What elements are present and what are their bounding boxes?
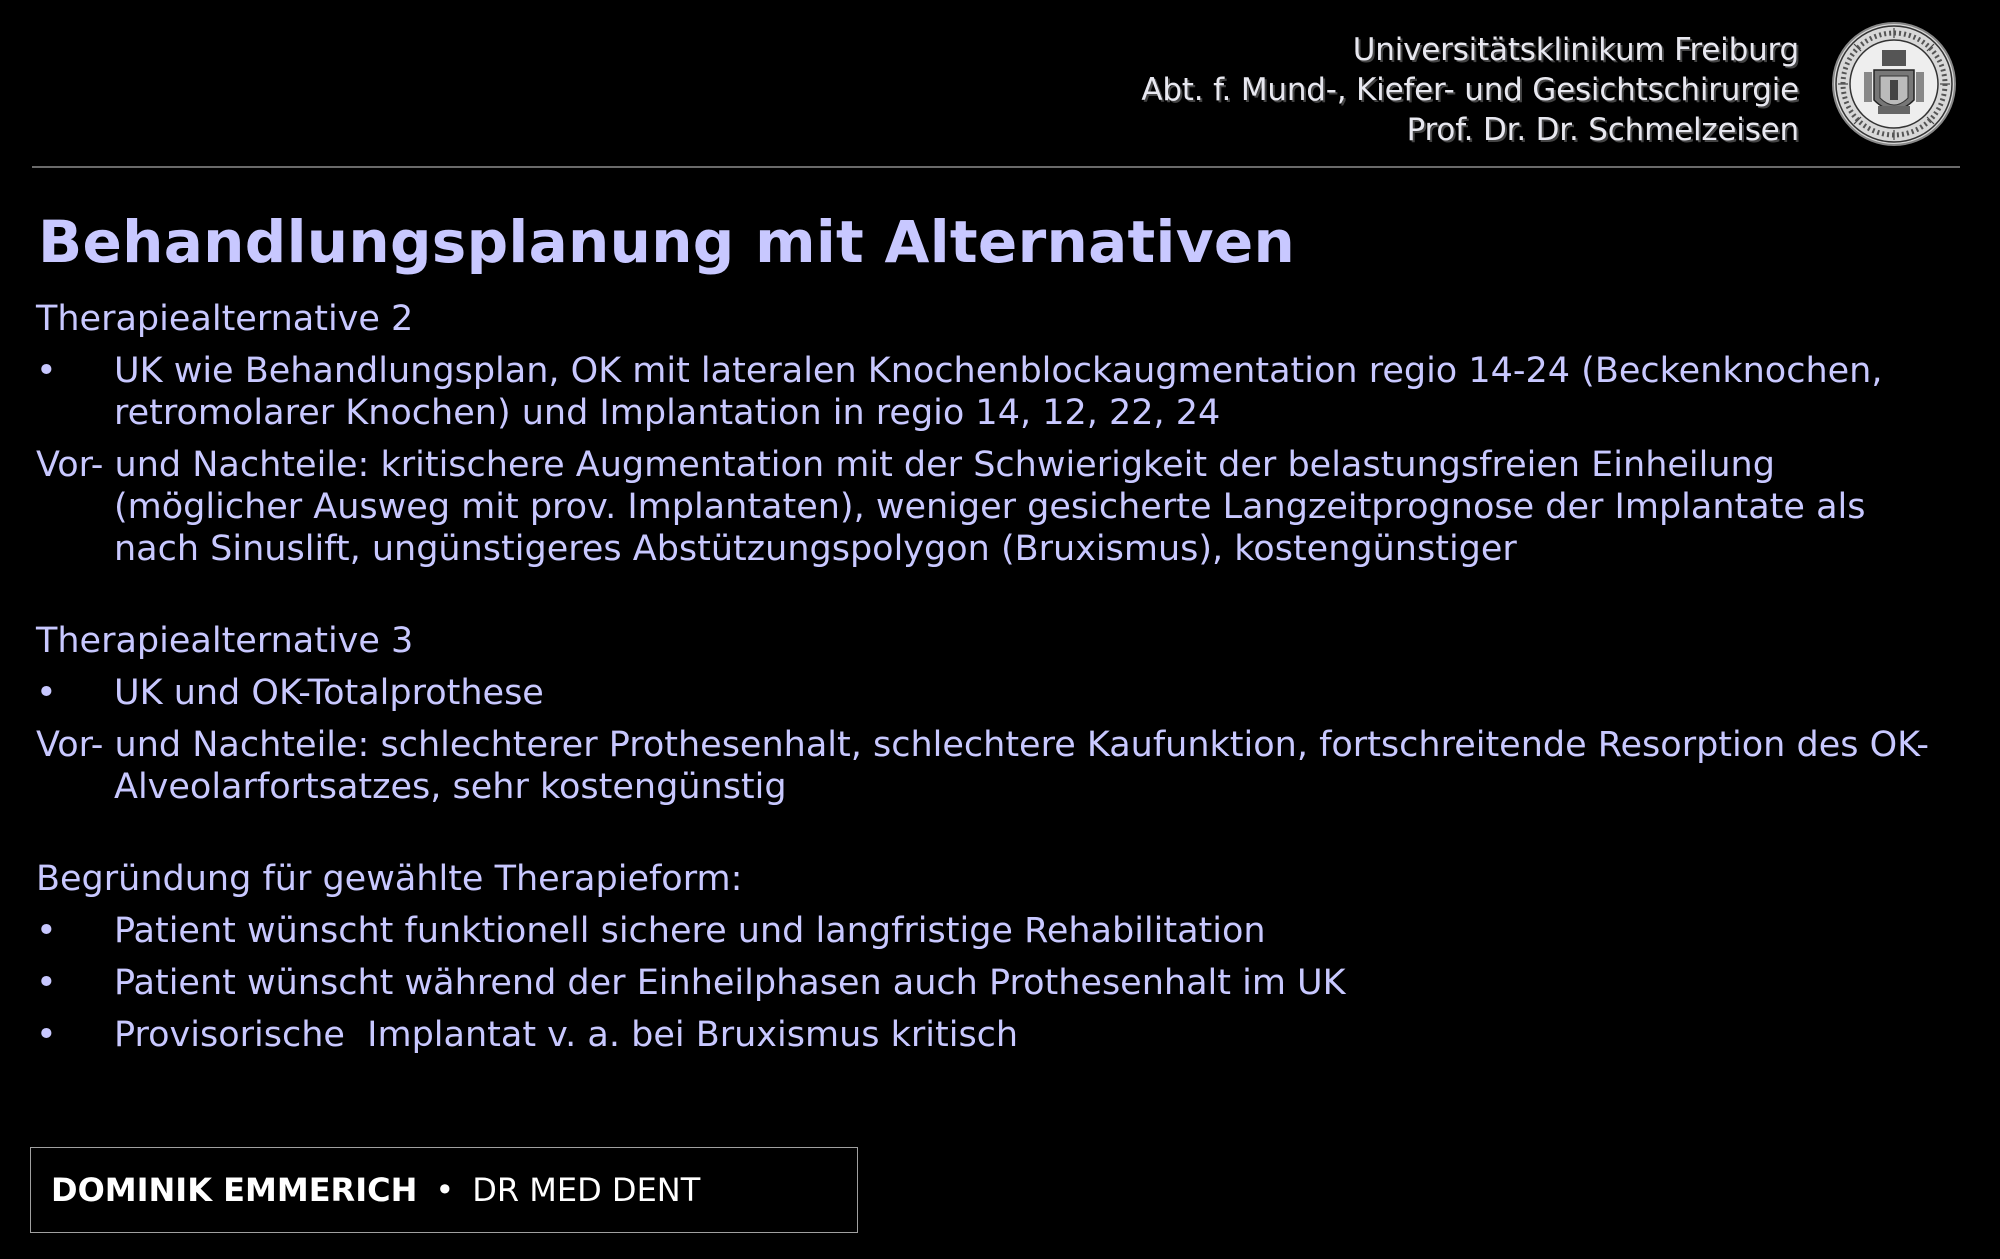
list-item [36,1014,1956,1056]
alt3-heading: Therapiealternative 3 [36,621,414,661]
list-item [36,672,1956,714]
footer-separator: • [435,1171,455,1209]
author-name: DOMINIK EMMERICH [51,1171,418,1209]
author-degree: DR MED DENT [472,1171,701,1209]
author-footer [30,1147,858,1233]
alt2-bullet-text: UK wie Behandlungsplan, OK mit lateralen Knochenblockaugmentation regio 14-24 (Beckenknochen, retromolarer Knochen) und Implantation in regio 14, 12, 22, 24 [114,351,1883,433]
list-item [36,350,1956,434]
bullet-icon: • [36,1015,57,1055]
header-divider [32,166,1960,168]
bullet-icon: • [36,351,57,391]
institution-name: Universitätsklinikum Freiburg [1352,32,1799,68]
bullet-icon: • [36,673,57,713]
department-name: Abt. f. Mund-, Kiefer- und Gesichtschirurgie [1141,72,1799,108]
slide-content [36,298,1956,1066]
institution-header [1141,30,1799,150]
reason-bullet-text: Patient wünscht funktionell sichere und langfristige Rehabilitation [114,911,1266,951]
bullet-icon: • [36,963,57,1003]
professor-name: Prof. Dr. Dr. Schmelzeisen [1406,112,1799,148]
reason-bullet-text: Provisorische Implantat v. a. bei Bruxismus kritisch [114,1015,1019,1055]
reason-heading: Begründung für gewählte Therapieform: [36,859,743,899]
list-item [36,962,1956,1004]
university-seal-icon [1830,20,1958,148]
bullet-icon: • [36,911,57,951]
alt2-heading: Therapiealternative 2 [36,299,414,339]
alt3-bullet-text: UK und OK-Totalprothese [114,673,544,713]
alt3-pros-cons: Vor- und Nachteile: schlechterer Prothesenhalt, schlechtere Kaufunktion, fortschreitende Resorption des OK-Alveolarfortsatzes, sehr kostengünstig [36,725,1930,807]
list-item [36,910,1956,952]
alt2-pros-cons: Vor- und Nachteile: kritischere Augmentation mit der Schwierigkeit der belastungsfreien Einheilung (möglicher Ausweg mit prov. Implantaten), weniger gesicherte Langzeitprognose der Implantate als nach Sinuslift, ungünstigeres Abstützungspolygon (Bruxismus), kostengünstiger [36,445,1866,569]
reason-bullet-text: Patient wünscht während der Einheilphasen auch Prothesenhalt im UK [114,963,1346,1003]
slide-title: Behandlungsplanung mit Alternativen [38,208,1296,276]
